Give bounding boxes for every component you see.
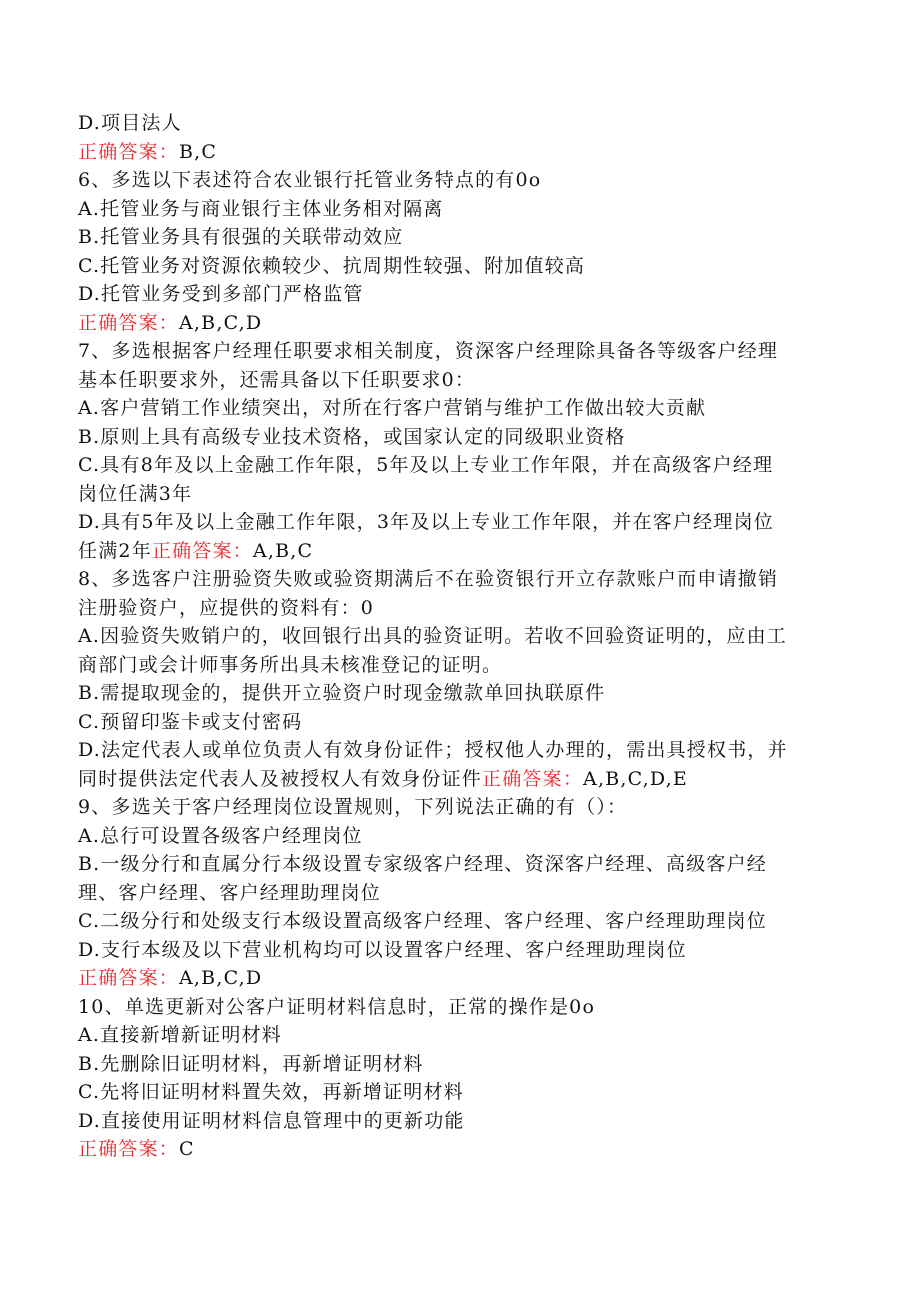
answer-value: A,B,C xyxy=(252,540,314,562)
q7-stem-line1: 7、多选根据客户经理任职要求相关制度，资深客户经理除具备各等级客户经理 xyxy=(78,340,779,362)
q9-option-a: A.总行可设置各级客户经理岗位 xyxy=(78,825,363,847)
answer-label: 正确答案： xyxy=(482,768,584,790)
q8-option-d-tail: 同时提供法定代表人及被授权人有效身份证件 xyxy=(78,768,483,790)
q8-option-c: C.预留印鉴卡或支付密码 xyxy=(78,711,303,733)
q6-option-c: C.托管业务对资源依赖较少、抗周期性较强、附加值较高 xyxy=(78,255,586,277)
q6-option-a: A.托管业务与商业银行主体业务相对隔离 xyxy=(78,198,444,220)
q10-option-a: A.直接新增新证明材料 xyxy=(78,1024,282,1046)
q8-stem-line2: 注册验资户，应提供的资料有：0 xyxy=(78,597,375,619)
q7-option-a: A.客户营销工作业绩突出，对所在行客户营销与维护工作做出较大贡献 xyxy=(78,397,707,419)
q7-option-b: B.原则上具有高级专业技术资格，或国家认定的同级职业资格 xyxy=(78,426,626,448)
q10-option-c: C.先将旧证明材料置失效，再新增证明材料 xyxy=(78,1081,464,1103)
answer-label: 正确答案： xyxy=(78,967,180,989)
q8-option-a-line1: A.因验资失败销户的，收回银行出具的验资证明。若收不回验资证明的，应由工 xyxy=(78,625,787,647)
q10-answer xyxy=(78,1135,195,1163)
q9-option-d: D.支行本级及以下营业机构均可以设置客户经理、客户经理助理岗位 xyxy=(78,939,687,961)
q6-stem: 6、多选以下表述符合农业银行托管业务特点的有0o xyxy=(78,169,542,191)
answer-value: A,B,C,D xyxy=(179,312,263,334)
answer-label: 正确答案： xyxy=(78,141,180,163)
q6-option-b: B.托管业务具有很强的关联带动效应 xyxy=(78,226,404,248)
q8-option-d-line1: D.法定代表人或单位负责人有效身份证件；授权他人办理的，需出具授权书，并 xyxy=(78,739,788,761)
answer-label: 正确答案： xyxy=(78,1138,180,1160)
q9-option-c: C.二级分行和处级支行本级设置高级客户经理、客户经理、客户经理助理岗位 xyxy=(78,910,767,932)
q6-option-d: D.托管业务受到多部门严格监管 xyxy=(78,283,364,305)
q10-option-d: D.直接使用证明材料信息管理中的更新功能 xyxy=(78,1110,465,1132)
answer-label: 正确答案： xyxy=(151,540,253,562)
prev-answer xyxy=(78,138,217,166)
q9-option-b-line1: B.一级分行和直属分行本级设置专家级客户经理、资深客户经理、高级客户经 xyxy=(78,853,768,875)
q7-stem-line2: 基本任职要求外，还需具备以下任职要求0： xyxy=(78,369,476,391)
q7-option-c-line2: 岗位任满3年 xyxy=(78,483,193,505)
q7-option-d-line2 xyxy=(78,537,313,565)
answer-value: A,B,C,D,E xyxy=(583,768,688,790)
q9-stem: 9、多选关于客户经理岗位设置规则，下列说法正确的有（）： xyxy=(78,796,628,818)
answer-value: A,B,C,D xyxy=(179,967,263,989)
q9-option-b-line2: 理、客户经理、客户经理助理岗位 xyxy=(78,882,382,904)
q6-answer xyxy=(78,309,262,337)
q7-option-d-line1: D.具有5年及以上金融工作年限，3年及以上专业工作年限，并在客户经理岗位 xyxy=(78,511,774,533)
q10-stem: 10、单选更新对公客户证明材料信息时，正常的操作是0o xyxy=(78,996,596,1018)
answer-value: B,C xyxy=(179,141,218,163)
q8-option-d-line2 xyxy=(78,765,688,793)
answer-value: C xyxy=(179,1138,195,1160)
q7-option-d-tail: 任满2年 xyxy=(78,540,152,562)
q10-option-b: B.先删除旧证明材料，再新增证明材料 xyxy=(78,1053,424,1075)
q8-option-b: B.需提取现金的，提供开立验资户时现金缴款单回执联原件 xyxy=(78,682,606,704)
answer-label: 正确答案： xyxy=(78,312,180,334)
q8-option-a-line2: 商部门或会计师事务所出具未核准登记的证明。 xyxy=(78,654,503,676)
prev-option-d: D.项目法人 xyxy=(78,112,182,134)
q8-stem-line1: 8、多选客户注册验资失败或验资期满后不在验资银行开立存款账户而申请撤销 xyxy=(78,568,779,590)
q7-option-c-line1: C.具有8年及以上金融工作年限，5年及以上专业工作年限，并在高级客户经理 xyxy=(78,454,774,476)
q9-answer xyxy=(78,964,262,992)
